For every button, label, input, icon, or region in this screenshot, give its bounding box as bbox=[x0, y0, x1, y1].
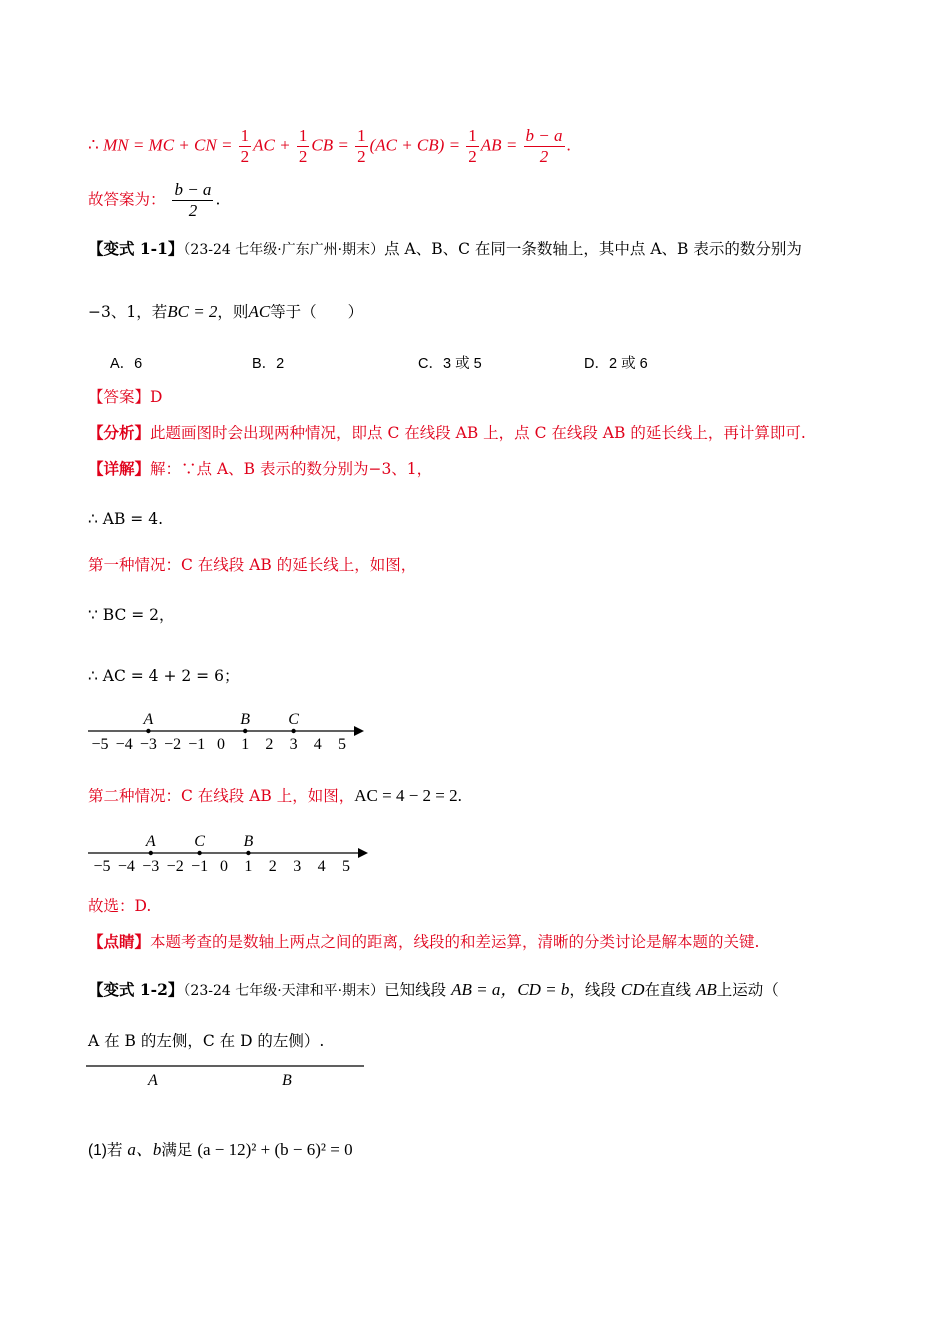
tick-label: −1 bbox=[191, 858, 209, 875]
formula-lhs: MN bbox=[103, 135, 129, 155]
detail: 【详解】解：∵点 A、B 表示的数分别为−3、1， bbox=[88, 459, 433, 478]
option-c[interactable]: C．3 或 5 bbox=[418, 356, 482, 372]
half-fraction: $\frac{1}{2}$ bbox=[298, 126, 308, 166]
point-c-dot bbox=[197, 851, 201, 855]
q1-source: （23-24 七年级·广东广州·期末） bbox=[183, 242, 385, 258]
analysis: 【分析】此题画图时会出现两种情况，即点 C 在线段 AB 上，点 C 在线段 AB 的延长线上，再计算即可. bbox=[88, 423, 806, 442]
point-a-dot bbox=[149, 851, 153, 855]
therefore-symbol: ∴ bbox=[88, 135, 99, 155]
q1-line2: −3、1，若BC = 2，则AC等于（ ） bbox=[88, 302, 364, 321]
tick-label: −1 bbox=[188, 736, 206, 753]
q1-tag: 【变式 1-1】 bbox=[88, 239, 184, 258]
tick-label: −5 bbox=[91, 736, 109, 753]
point-b-label: B bbox=[243, 833, 254, 850]
option-a[interactable]: A．6 bbox=[110, 356, 143, 372]
point-c-label: C bbox=[194, 833, 205, 850]
option-d[interactable]: D．2 或 6 bbox=[584, 356, 648, 372]
tick-label: 0 bbox=[217, 736, 225, 753]
tick-label: −2 bbox=[164, 736, 182, 753]
q2-line2: A 在 B 的左侧，C 在 D 的左侧）. bbox=[88, 1032, 325, 1050]
number-line-1 bbox=[86, 702, 376, 758]
half-fraction: $\frac{1}{2}$ bbox=[357, 126, 366, 166]
tick-label: 1 bbox=[241, 736, 250, 753]
arrow-head bbox=[358, 848, 368, 858]
point-b-dot bbox=[246, 851, 250, 855]
point-c-dot bbox=[291, 729, 295, 733]
tick-label: −4 bbox=[117, 858, 135, 875]
point-a-dot bbox=[146, 729, 150, 733]
tick-label: −4 bbox=[115, 736, 133, 753]
case1: 第一种情况：C 在线段 AB 的延长线上，如图， bbox=[88, 556, 417, 574]
tick-label: 4 bbox=[313, 736, 322, 753]
choose: 故选：D. bbox=[88, 897, 152, 915]
tick-label: −5 bbox=[93, 858, 111, 875]
formula-ab: AB = bbox=[480, 135, 522, 155]
tick-label: 1 bbox=[244, 858, 253, 875]
q1-text: 点 A、B、C 在同一条数轴上，其中点 A、B 表示的数分别为 bbox=[384, 240, 802, 258]
tick-label: −3 bbox=[142, 858, 160, 875]
tick-label: 5 bbox=[342, 858, 350, 875]
tick-label: −2 bbox=[166, 858, 184, 875]
q2-part1: (1)若 a、b满足 (a − 12)² + (b − 6)² = 0 bbox=[88, 1140, 353, 1159]
formula-paren: (AC + CB) = bbox=[369, 135, 465, 155]
point-b-dot bbox=[243, 729, 247, 733]
q1-line1 bbox=[88, 237, 802, 262]
segment-label-a: A bbox=[148, 1072, 158, 1089]
arrow-head bbox=[354, 726, 364, 736]
answer-d: 【答案】D bbox=[88, 388, 163, 406]
answer-fraction: $\frac{b - a}{2}$ bbox=[174, 180, 212, 220]
point-a-label: A bbox=[145, 833, 156, 850]
comment: 【点睛】本题考查的是数轴上两点之间的距离，线段的和差运算，清晰的分类讨论是解本题的关键. bbox=[88, 932, 760, 951]
point-b-label: B bbox=[240, 711, 251, 728]
formula-eq1: = MC + CN = bbox=[128, 135, 237, 155]
tick-label: 5 bbox=[338, 736, 346, 753]
tick-label: 0 bbox=[220, 858, 228, 875]
formula-ac: AC + bbox=[253, 135, 295, 155]
tick-label: 3 bbox=[289, 736, 298, 753]
point-c-label: C bbox=[288, 711, 299, 728]
half-fraction: $\frac{1}{2}$ bbox=[240, 126, 250, 166]
formula-cb: CB = bbox=[311, 135, 354, 155]
point-a-label: A bbox=[143, 711, 154, 728]
number-line-2 bbox=[86, 826, 376, 882]
q2-line1: 【变式 1-2】（23-24 七年级·天津和平·期末）已知线段 AB = a，CD = b，线段 CD在直线 AB上运动（ bbox=[88, 980, 779, 999]
result-fraction: $\frac{b - a}{2}$ bbox=[525, 126, 563, 166]
segment-label-b: B bbox=[282, 1072, 292, 1089]
tick-label: 2 bbox=[268, 858, 277, 875]
step-ac: ∴ AC = 4 + 2 = 6； bbox=[88, 667, 240, 685]
half-fraction: $\frac{1}{2}$ bbox=[468, 126, 477, 166]
tick-label: 3 bbox=[293, 858, 302, 875]
option-b[interactable]: B．2 bbox=[252, 356, 285, 372]
segment-ab bbox=[86, 1058, 368, 1090]
tick-label: 2 bbox=[265, 736, 274, 753]
answer-line: 故答案为： $\frac{b - a}{2}$ . bbox=[88, 180, 221, 220]
answer-label: 故答案为： bbox=[88, 190, 166, 209]
step-bc: ∵ BC = 2， bbox=[88, 606, 175, 624]
tick-label: 4 bbox=[317, 858, 326, 875]
case2: 第二种情况：C 在线段 AB 上，如图，AC = 4 − 2 = 2. bbox=[88, 786, 462, 805]
step-ab: ∴ AB = 4. bbox=[88, 510, 164, 528]
tick-label: −3 bbox=[139, 736, 157, 753]
formula-line: ∴ MN = MC + CN = $\frac{1}{2}$ AC + $\frac{1}{2}$ CB = $\frac{1}{2}$ (AC + CB) = $\frac{1}{2}$ AB = $\frac{b - a}{2}$ . bbox=[88, 126, 571, 166]
